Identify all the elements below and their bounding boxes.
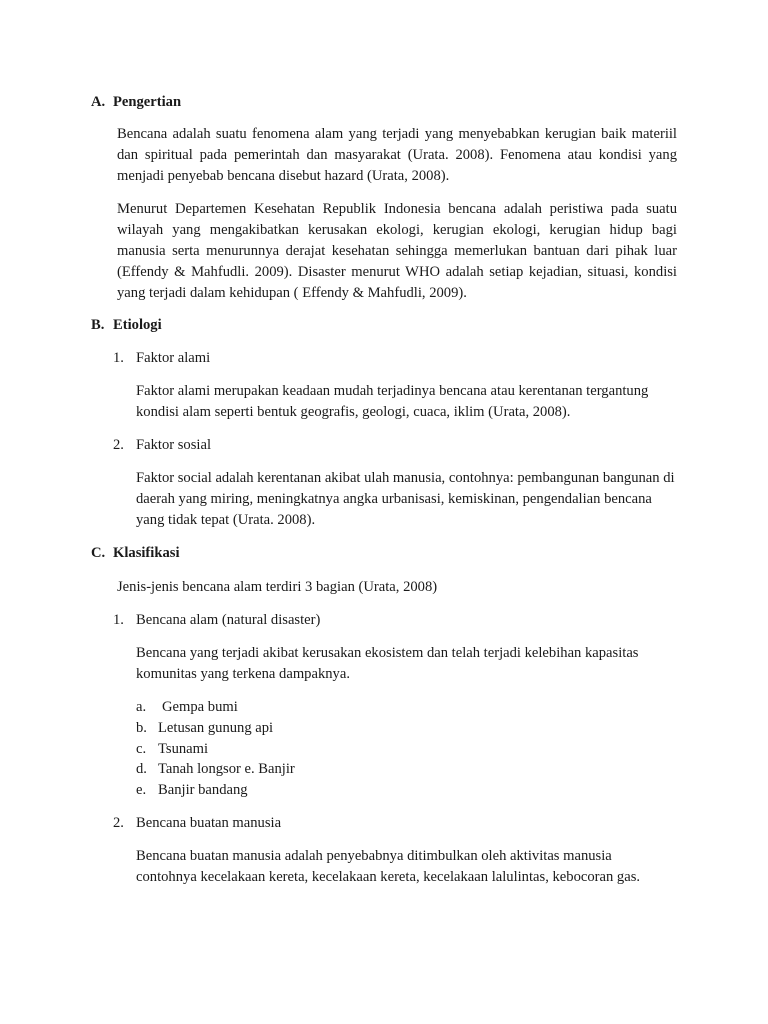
list-marker: b. bbox=[136, 719, 147, 736]
paragraph-bencana-alam: Bencana yang terjadi akibat kerusakan ekosistem dan telah terjadi kelebihan kapasitas komunitas yang terkena dampaknya. bbox=[136, 645, 639, 682]
paragraph-klasifikasi-intro: Jenis-jenis bencana alam terdiri 3 bagian (Urata, 2008) bbox=[117, 579, 438, 595]
list-item-text: Letusan gunung api bbox=[158, 719, 274, 736]
item-title: Bencana alam (natural disaster) bbox=[136, 612, 321, 628]
item-title: Bencana buatan manusia bbox=[136, 815, 282, 831]
list-marker: a. bbox=[136, 699, 147, 715]
section-title: Klasifikasi bbox=[113, 545, 180, 561]
natural-disaster-list bbox=[136, 697, 295, 801]
numbered-item-bencana-alam bbox=[113, 610, 320, 631]
item-title: Faktor alami bbox=[136, 350, 211, 366]
paragraph-definition-2: Menurut Departemen Kesehatan Republik Indonesia bencana adalah peristiwa pada suatu wilayah yang mengakibatkan kerusakan ekologi, kerugian ekologi, kerugian hidup bagi manusia serta menurunnya derajat kesehatan sehingga memerlukan bantuan dari pihak luar (Effendy & Mahfudli. 2009). Disaster menurut WHO adalah setiap kejadian, situasi, kondisi yang terjadi dalam kehidupan ( Effendy & Mahfudli, 2009). bbox=[117, 201, 677, 301]
paragraph-faktor-sosial: Faktor social adalah kerentanan akibat ulah manusia, contohnya: pembangunan bangunan di daerah yang miring, meningkatnya angka urbanisasi, kemiskinan, pengendalian bencana yang tidak tepat (Urata. 2008). bbox=[136, 470, 675, 528]
list-item-text: Tanah longsor e. Banjir bbox=[158, 761, 295, 778]
list-item bbox=[136, 759, 295, 780]
list-item-text: Banjir bandang bbox=[158, 782, 248, 799]
section-heading-klasifikasi bbox=[91, 543, 180, 564]
section-letter: A. bbox=[91, 94, 106, 110]
item-number: 1. bbox=[113, 350, 124, 366]
list-item-text: Tsunami bbox=[158, 740, 209, 757]
list-item-text: Gempa bumi bbox=[162, 699, 238, 715]
section-letter: C. bbox=[91, 545, 106, 561]
list-item bbox=[136, 697, 295, 718]
numbered-item-faktor-alami bbox=[113, 348, 210, 369]
section-letter: B. bbox=[91, 317, 105, 333]
item-title: Faktor sosial bbox=[136, 437, 211, 453]
section-title: Etiologi bbox=[113, 317, 162, 333]
item-number: 1. bbox=[113, 612, 124, 628]
numbered-item-faktor-sosial bbox=[113, 435, 211, 456]
paragraph-definition-1: Bencana adalah suatu fenomena alam yang terjadi yang menyebabkan kerugian baik materiil dan spiritual pada pemerintah dan masyarakat (Urata. 2008). Fenomena atau kondisi yang menjadi penyebab bencana disebut hazard (Urata, 2008). bbox=[117, 126, 677, 184]
list-item bbox=[136, 718, 295, 739]
paragraph-faktor-alami: Faktor alami merupakan keadaan mudah terjadinya bencana atau kerentanan tergantung kondisi alam seperti bentuk geografis, geologi, cuaca, iklim (Urata, 2008). bbox=[136, 383, 649, 420]
section-heading-pengertian bbox=[91, 92, 181, 113]
list-marker: c. bbox=[136, 740, 147, 757]
section-heading-etiologi bbox=[91, 315, 162, 336]
item-number: 2. bbox=[113, 437, 124, 453]
list-item bbox=[136, 780, 295, 801]
numbered-item-bencana-buatan bbox=[113, 813, 281, 834]
list-marker: d. bbox=[136, 761, 147, 778]
list-item bbox=[136, 739, 295, 760]
paragraph-bencana-buatan: Bencana buatan manusia adalah penyebabnya ditimbulkan oleh aktivitas manusia contohnya kecelakaan kereta, kecelakaan kereta, kecelakaan lalulintas, kebocoran gas. bbox=[136, 848, 641, 885]
list-marker: e. bbox=[136, 782, 147, 799]
section-title: Pengertian bbox=[113, 94, 182, 110]
item-number: 2. bbox=[113, 815, 124, 831]
